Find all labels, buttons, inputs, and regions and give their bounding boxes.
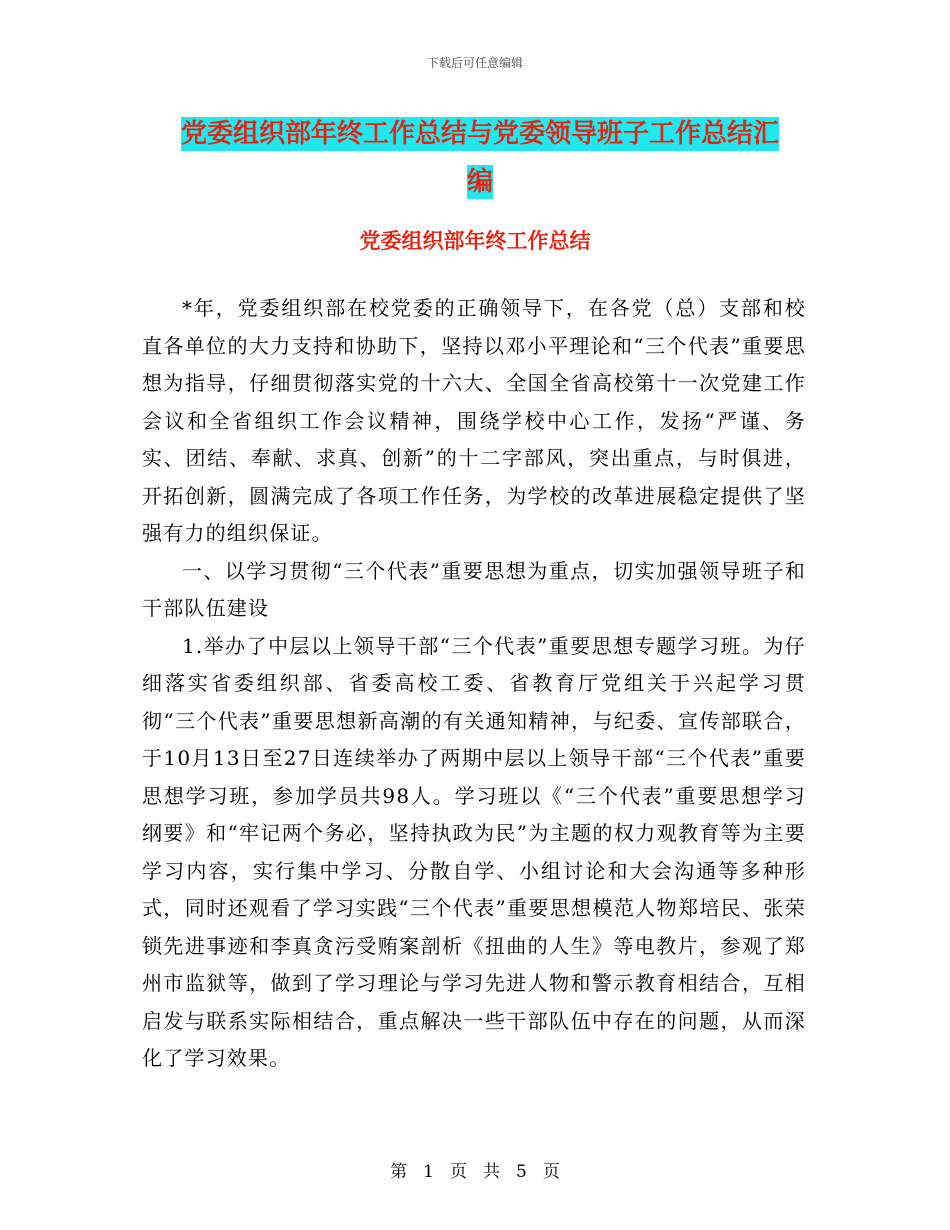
paragraph-item-1: 1.举办了中层以上领导干部“三个代表”重要思想专题学习班。为仔细落实省委组织部、省委高校工委、省教育厅党组关于兴起学习贯彻“三个代表”重要思想新高潮的有关通知精神，与纪委、宣传部联合，于10月13日至27日连续举办了两期中层以上领导干部“三个代表”重要思想学习班，参加学员共98人。学习班以《“三个代表”重要思想学习纲要》和“牢记两个务必，坚持执政为民”为主题的权力观教育等为主要学习内容，实行集中学习、分散自学、小组讨论和大会沟通等多种形式，同时还观看了学习实践“三个代表”重要思想模范人物郑培民、张荣锁先进事迹和李真贪污受贿案剖析《扭曲的人生》等电教片，参观了郑州市监狱等，做到了学习理论与学习先进人物和警示教育相结合，互相启发与联系实际相结合，重点解决一些干部队伍中存在的问题，从而深化了学习效果。 <box>142 633 806 1070</box>
document-title <box>150 110 810 206</box>
page-header-note: 下载后可任意编辑 <box>426 56 523 70</box>
body-text <box>142 290 806 1078</box>
footer-prefix: 第 <box>390 1162 408 1182</box>
paragraph-intro: *年，党委组织部在校党委的正确领导下，在各党（总）支部和校直各单位的大力支持和协助下，坚持以邓小平理论和“三个代表”重要思想为指导，仔细贯彻落实党的十六大、全国全省高校第十一次党建工作会议和全省组织工作会议精神，围绕学校中心工作，发扬“严谨、务实、团结、奉献、求真、创新”的十二字部风，突出重点，与时俱进，开拓创新，圆满完成了各项工作任务，为学校的改革进展稳定提供了坚强有力的组织保证。 <box>142 296 806 545</box>
footer-total-word: 共 <box>483 1162 500 1182</box>
document-title-line-1: 党委组织部年终工作总结与党委领导班子工作总结汇 <box>180 119 779 149</box>
footer-suffix: 页 <box>542 1162 560 1182</box>
footer-page-number: 1 <box>423 1162 434 1182</box>
section-title: 党委组织部年终工作总结 <box>359 229 591 253</box>
document-title-line-2: 编 <box>466 167 493 197</box>
footer-total-pages: 5 <box>516 1162 527 1182</box>
footer-page-word: 页 <box>450 1162 467 1182</box>
page-footer <box>0 1157 950 1182</box>
paragraph-heading-1: 一、以学习贯彻“三个代表”重要思想为重点，切实加强领导班子和干部队伍建设 <box>142 558 806 620</box>
